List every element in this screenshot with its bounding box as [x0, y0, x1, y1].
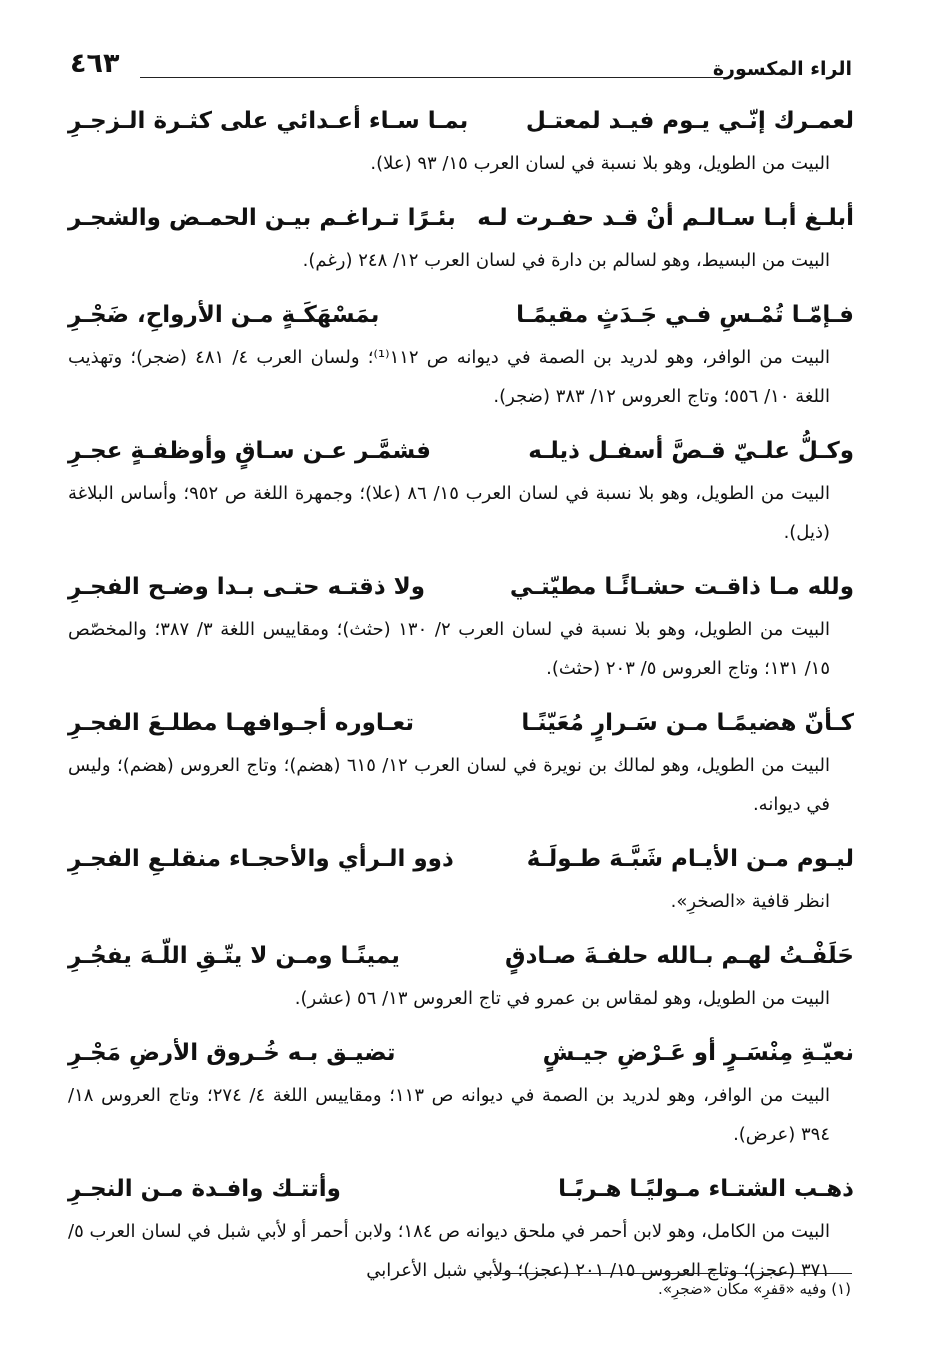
- verse-commentary: البيت من الطويل، وهو لمالك بن نويرة في لسان العرب ١٢/ ٦١٥ (هضم)؛ وتاج العروس (هضم)؛ وليس في ديوانه.: [68, 755, 830, 815]
- second-hemistich: ذوو الـرأي والأحجـاء منقلـعِ الفجـرِ: [68, 846, 454, 872]
- verse-entry: [68, 430, 854, 552]
- verse-commentary: البيت من الطويل، وهو بلا نسبة في لسان العرب ٢/ ١٣٠ (حثث)؛ ومقاييس اللغة ٣/ ٣٨٧؛ والمخصّص ١٥/ ١٣١؛ وتاج العروس ٥/ ٢٠٣ (حثث).: [68, 619, 830, 679]
- first-hemistich: حَلَفْـتُ لهـم بـالله حلفـةَ صـادقٍ: [505, 943, 854, 969]
- verse-entry: [68, 294, 854, 416]
- first-hemistich: كـأنّ هضيمًـا مـن سَـرارٍ مُعَيّنًـا: [521, 710, 854, 736]
- verse-entry: [68, 1168, 854, 1290]
- verse-entries: [68, 100, 854, 1304]
- verse-line: [68, 566, 854, 610]
- first-hemistich: فـإمّـا تُمْـسِ فـي جَـدَثٍ مقيمًـا: [516, 302, 854, 328]
- verse-entry: [68, 197, 854, 280]
- second-hemistich: بئـرًا تـراغـم بيـن الحمـض والشجـر: [68, 205, 456, 231]
- first-hemistich: ولله مـا ذاقـت حشـائًـا مطيّتـي: [509, 574, 854, 600]
- verse-entry: [68, 566, 854, 688]
- second-hemistich: يمينًـا ومـن لا يتّـقِ اللّـهَ يفجُـرِ: [68, 943, 400, 969]
- verse-commentary: انظر قافية «الصخرِ».: [670, 891, 830, 912]
- second-hemistich: بمـا سـاء أعـدائي على كثـرة الـزجـرِ: [68, 108, 469, 134]
- verse-line: [68, 702, 854, 746]
- first-hemistich: ذهـب الشتـاء مـوليًـا هـربًـا: [558, 1176, 854, 1202]
- verse-line: [68, 100, 854, 144]
- verse-line: [68, 935, 854, 979]
- second-hemistich: وأتتـك وافـدة مـن النجـرِ: [68, 1176, 341, 1202]
- first-hemistich: لعمـرك إنّـي يـوم فيـد لمعتـل: [525, 108, 854, 134]
- verse-commentary: البيت من الطويل، وهو بلا نسبة في لسان العرب ١٥/ ٩٣ (علا).: [370, 153, 830, 174]
- first-hemistich: وكـلُّ علـيّ قـصَّ أسفـل ذيلـه: [528, 438, 854, 464]
- verse-line: [68, 838, 854, 882]
- verse-entry: [68, 838, 854, 921]
- verse-commentary: البيت من البسيط، وهو لسالم بن دارة في لسان العرب ١٢/ ٢٤٨ (رغم).: [302, 250, 830, 271]
- footnote: (١) وفيه «قفرِ» مكان «ضجرِ».: [658, 1280, 851, 1298]
- verse-commentary: البيت من الوافر، وهو لدريد بن الصمة في ديوانه ص ١١٣؛ ومقاييس اللغة ٤/ ٢٧٤؛ وتاج العروس ١٨/ ٣٩٤ (عرض).: [68, 1085, 830, 1145]
- page-number: ٤٦٣: [70, 48, 120, 79]
- verse-entry: [68, 100, 854, 183]
- verse-commentary: البيت من الوافر، وهو لدريد بن الصمة في ديوانه ص ١١٢⁽¹⁾؛ ولسان العرب ٤/ ٤٨١ (ضجر)؛ وتهذيب اللغة ١٠/ ٥٥٦؛ وتاج العروس ١٢/ ٣٨٣ (ضجر).: [68, 347, 830, 407]
- first-hemistich: نعيّـةِ مِنْسَـرٍ أو عَـرْضِ جيـشٍ: [542, 1040, 854, 1066]
- chapter-title: الراء المكسورة: [712, 58, 852, 80]
- second-hemistich: تعـاوره أجـوافهـا مطلـعَ الفجـرِ: [68, 710, 415, 736]
- verse-commentary: البيت من الطويل، وهو بلا نسبة في لسان العرب ١٥/ ٨٦ (علا)؛ وجمهرة اللغة ص ٩٥٢؛ وأساس البلاغة (ذيل).: [68, 483, 831, 543]
- header-rule: [140, 77, 724, 78]
- verse-line: [68, 197, 854, 241]
- second-hemistich: ولا ذقتـه حتـى بـدا وضـح الفجـرِ: [68, 574, 426, 600]
- first-hemistich: أبلـغ أبـا سـالـم أنْ قـد حفـرت لـه: [477, 205, 854, 231]
- second-hemistich: تضيـق بـه خُـروق الأرضِ مَجْـرِ: [68, 1040, 396, 1066]
- verse-line: [68, 1168, 854, 1212]
- footnote-rule: [480, 1273, 852, 1274]
- verse-entry: [68, 1032, 854, 1154]
- first-hemistich: ليـوم مـن الأيـام شَبَّـهَ طـولَـهُ: [526, 846, 854, 872]
- verse-line: [68, 294, 854, 338]
- second-hemistich: فشمَّـر عـن سـاقٍ وأوظفـةٍ عجـرِ: [68, 438, 431, 464]
- verse-commentary: البيت من الطويل، وهو لمقاس بن عمرو في تاج العروس ١٣/ ٥٦ (عشر).: [294, 988, 830, 1009]
- verse-commentary: البيت من الكامل، وهو لابن أحمر في ملحق ديوانه ص ١٨٤؛ ولابن أحمر أو لأبي شبل في لسان العرب ٥/ ٣٧١ (عجز)؛ وتاج العروس ١٥/ ٢٠١ (عجز)؛ ولأبي شبل الأعرابي: [68, 1221, 830, 1281]
- page-header: [70, 48, 852, 88]
- verse-line: [68, 430, 854, 474]
- verse-entry: [68, 935, 854, 1018]
- second-hemistich: بمَسْهَكَـةٍ مـن الأرواحِ، ضَجْـرِ: [68, 302, 380, 328]
- verse-line: [68, 1032, 854, 1076]
- verse-entry: [68, 702, 854, 824]
